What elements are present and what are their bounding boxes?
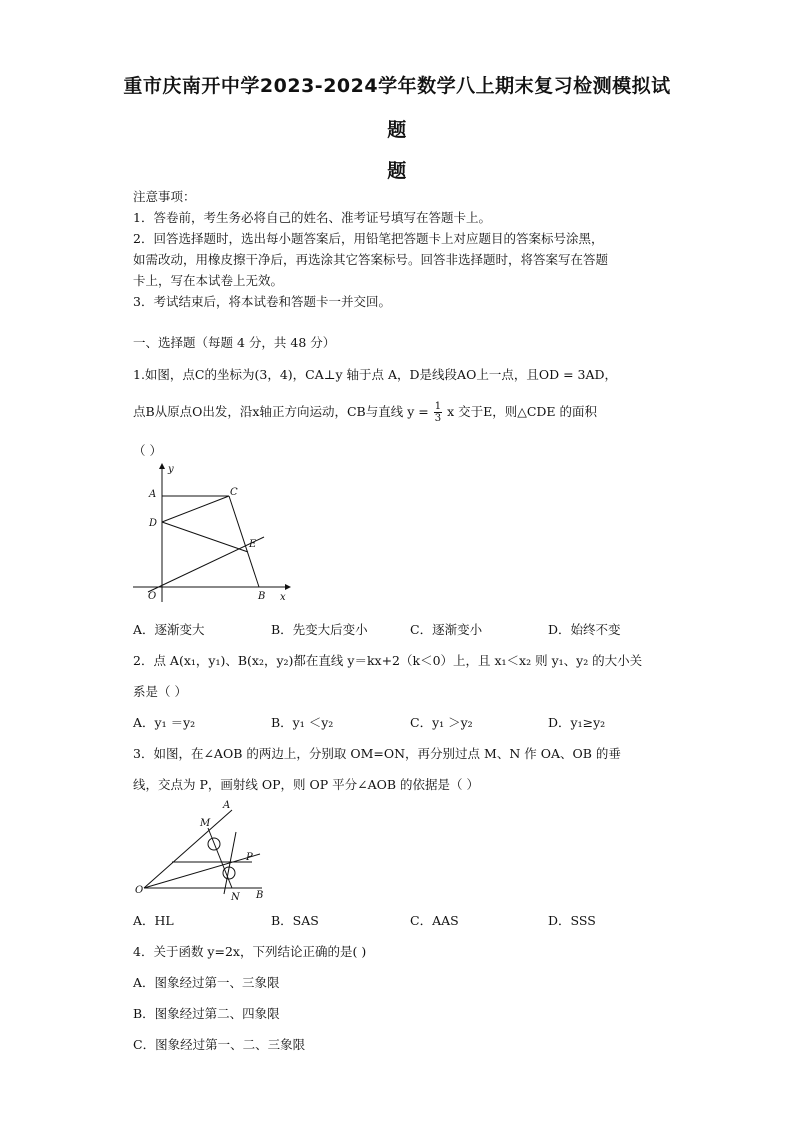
q1-label-d: D	[149, 518, 158, 529]
q1-segment-dc	[162, 496, 229, 522]
q1-fraction-numerator: 1	[434, 401, 442, 412]
q2-option-b[interactable]: B．y₁ ＜y₂	[271, 715, 334, 730]
q3-perpendicular-n	[224, 832, 236, 894]
q1-option-d[interactable]: D．始终不变	[548, 622, 621, 637]
q1-fraction-denominator: 3	[434, 413, 442, 424]
notice-item-3: 3．考试结束后，将本试卷和答题卡一并交回。	[133, 294, 391, 309]
q1-label-o: O	[148, 591, 157, 602]
q2-line1: 2．点 A(x₁，y₁)、B(x₂，y₂)都在直线 y＝kx+2（k＜0）上，且 x₁＜x₂ 则 y₁、y₂ 的大小关	[133, 653, 643, 668]
q3-option-d[interactable]: D．SSS	[548, 913, 596, 928]
q3-line2: 线，交点为 P，画射线 OP，则 OP 平分∠AOB 的依据是（ ）	[133, 777, 480, 792]
q1-label-c: C	[230, 487, 238, 498]
q3-label-p: P	[246, 852, 253, 863]
q3-option-b[interactable]: B．SAS	[271, 913, 319, 928]
q3-figure	[132, 798, 272, 910]
q3-ray-oa	[144, 810, 232, 888]
q1-figure-svg	[128, 460, 298, 605]
section-heading: 一、选择题（每题 4 分，共 48 分）	[133, 335, 336, 350]
notice-item-2: 2．回答选择题时，选出每小题答案后，用铅笔把答题卡上对应题目的答案标号涂黑，	[133, 231, 604, 246]
q3-label-n: N	[231, 892, 240, 903]
q3-option-a[interactable]: A．HL	[133, 913, 174, 928]
q3-ray-op	[144, 854, 260, 888]
q1-line2	[133, 401, 663, 424]
q1-option-b[interactable]: B．先变大后变小	[271, 622, 368, 637]
q2-line2: 系是（ ）	[133, 684, 187, 699]
exam-title-line2: 题	[387, 119, 407, 141]
q1-label-x: x	[280, 592, 286, 603]
q3-figure-svg	[132, 798, 272, 906]
notice-heading: 注意事项：	[133, 189, 196, 204]
exam-title-line1: 重市庆南开中学2023-2024学年数学八上期末复习检测模拟试	[123, 75, 671, 97]
q3-label-b: B	[256, 890, 264, 901]
q1-answer-paren: （ ）	[133, 443, 162, 458]
q4-line1: 4．关于函数 y=2x，下列结论正确的是( )	[133, 944, 367, 959]
q1-option-c[interactable]: C．逐渐变小	[410, 622, 483, 637]
q1-option-a[interactable]: A．逐渐变大	[133, 622, 205, 637]
q4-option-a[interactable]: A．图象经过第一、三象限	[133, 975, 280, 990]
q3-option-c[interactable]: C．AAS	[410, 913, 459, 928]
q1-label-b: B	[258, 591, 266, 602]
q1-label-e: E	[249, 539, 257, 550]
q3-label-o: O	[135, 885, 144, 896]
q1-line-oe	[148, 537, 264, 592]
notice-item-1: 1．答卷前，考生务必将自己的姓名、准考证号填写在答题卡上。	[133, 210, 491, 225]
q1-label-y: y	[168, 464, 174, 475]
q2-option-d[interactable]: D．y₁≥y₂	[548, 715, 606, 730]
notice-item-2-cont: 如需改动，用橡皮擦干净后，再选涂其它答案标号。回答非选择题时，将答案写在答题	[133, 252, 609, 267]
q1-line2-post: x 交于E，则△CDE 的面积	[447, 404, 598, 419]
q1-label-a: A	[149, 489, 157, 500]
q1-fraction	[434, 401, 442, 424]
q3-label-m: M	[200, 818, 211, 829]
q1-figure	[128, 460, 298, 609]
q1-line2-pre: 点B从原点O出发，沿x轴正方向运动，CB与直线 y =	[133, 404, 429, 419]
q2-option-a[interactable]: A．y₁ ＝y₂	[133, 715, 196, 730]
q1-x-arrow-icon	[285, 584, 291, 590]
q2-option-c[interactable]: C．y₁ ＞y₂	[410, 715, 473, 730]
exam-title-line3: 题	[387, 160, 407, 182]
q4-option-b[interactable]: B．图象经过第二、四象限	[133, 1006, 280, 1021]
q1-y-arrow-icon	[159, 463, 165, 469]
q3-label-a: A	[223, 800, 231, 811]
notice-item-2-end: 卡上，写在本试卷上无效。	[133, 273, 284, 288]
q3-line1: 3．如图，在∠AOB 的两边上，分别取 OM=ON，再分别过点 M、N 作 OA、OB 的垂	[133, 746, 621, 761]
q4-option-c[interactable]: C．图象经过第一、二、三象限	[133, 1037, 306, 1052]
q1-segment-de	[162, 522, 248, 552]
q1-line1: 1.如图，点C的坐标为(3，4)，CA⊥y 轴于点 A，D是线段AO上一点，且OD = 3AD，	[133, 367, 618, 382]
